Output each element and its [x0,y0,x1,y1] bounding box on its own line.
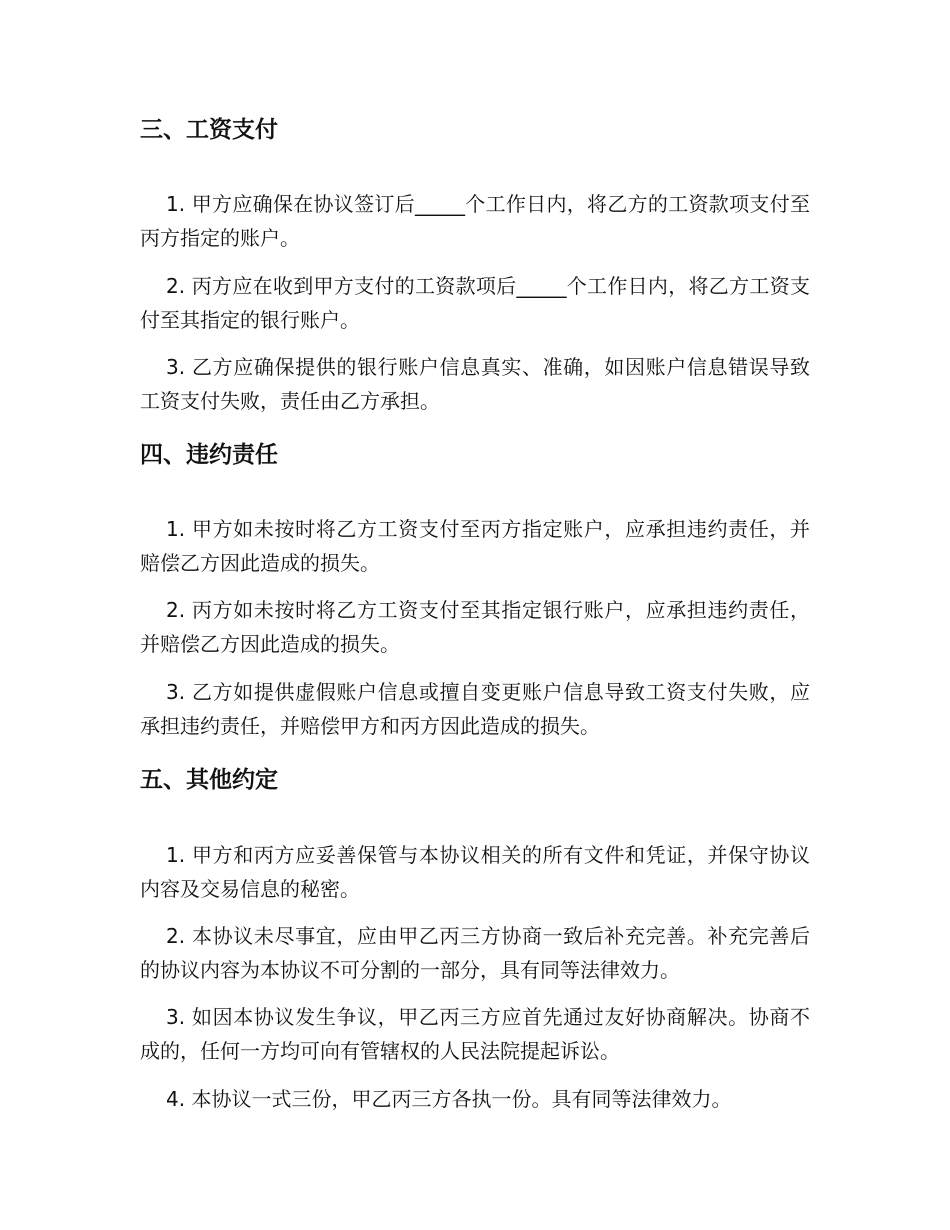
clause-3-3: 3. 乙方应确保提供的银行账户信息真实、准确，如因账户信息错误导致工资支付失败，责任由乙方承担。 [140,355,810,413]
section-title-liability: 四、违约责任 [140,442,278,468]
clause-5-1: 1. 甲方和丙方应妥善保管与本协议相关的所有文件和凭证，并保守协议内容及交易信息的秘密。 [140,843,810,901]
clause-5-2: 2. 本协议未尽事宜，应由甲乙丙三方协商一致后补充完善。补充完善后的协议内容为本协议不可分割的一部分，具有同等法律效力。 [140,924,810,982]
clause-5-4: 4. 本协议一式三份，甲乙丙三方各执一份。具有同等法律效力。 [166,1087,732,1111]
clause-5-3: 3. 如因本协议发生争议，甲乙丙三方应首先通过友好协商解决。协商不成的，任何一方均可向有管辖权的人民法院提起诉讼。 [140,1005,810,1063]
clause-3-2: 2. 丙方应在收到甲方支付的工资款项后_____个工作日内，将乙方工资支付至其指定的银行账户。 [140,274,810,332]
clause-4-2: 2. 丙方如未按时将乙方工资支付至其指定银行账户，应承担违约责任，并赔偿乙方因此造成的损失。 [140,598,810,656]
section-title-other: 五、其他约定 [140,767,278,793]
clause-4-3: 3. 乙方如提供虚假账户信息或擅自变更账户信息导致工资支付失败，应承担违约责任，并赔偿甲方和丙方因此造成的损失。 [140,680,810,738]
clause-4-1: 1. 甲方如未按时将乙方工资支付至丙方指定账户，应承担违约责任，并赔偿乙方因此造成的损失。 [140,517,810,575]
section-title-wage-payment: 三、工资支付 [140,117,278,143]
clause-3-1: 1. 甲方应确保在协议签订后_____个工作日内，将乙方的工资款项支付至丙方指定的账户。 [140,192,810,250]
